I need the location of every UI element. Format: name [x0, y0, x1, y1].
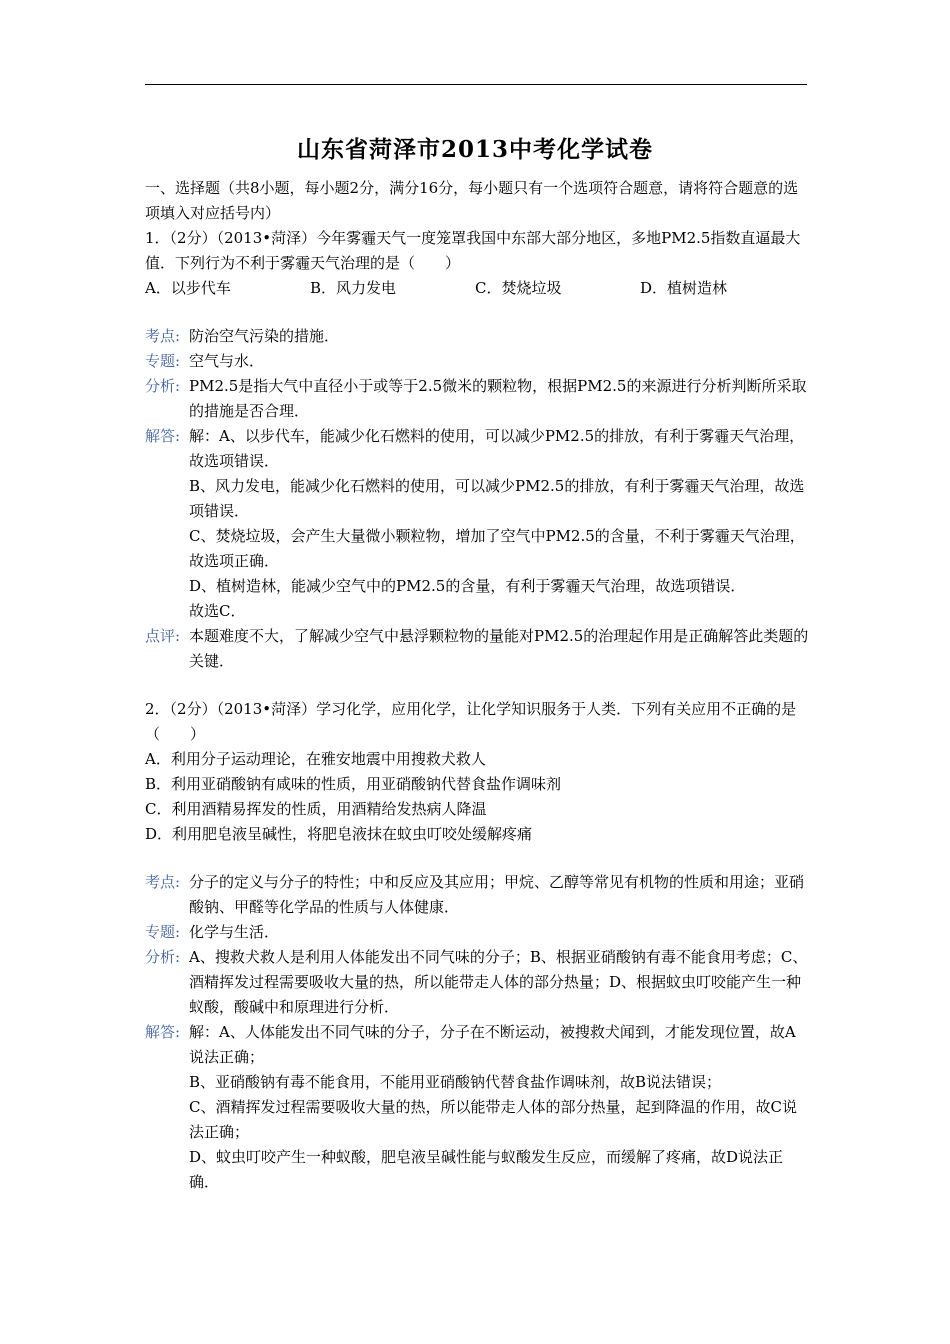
q1-option-a: A．以步代车: [145, 279, 231, 297]
q1-fenxi-text: PM2.5是指大气中直径小于或等于2.5微米的颗粒物，根据PM2.5的来源进行分析判断所采取的措施是否合理．: [189, 377, 807, 420]
q2-jieda-line-2: B、亚硝酸钠有毒不能食用，不能用亚硝酸钠代替食盐作调味剂，故B说法错误；: [189, 1073, 722, 1091]
document-body: [145, 176, 810, 1195]
q1-kaodian-text: 防治空气污染的措施．: [189, 327, 340, 345]
q2-fenxi-label: 分析:: [145, 948, 181, 966]
question-1-options: [145, 276, 810, 301]
q2-jieda-label: 解答:: [145, 1023, 181, 1041]
q1-jieda: [145, 424, 810, 624]
q1-dianping: [145, 624, 810, 674]
q2-zhuanti-text: 化学与生活．: [189, 923, 280, 941]
q2-kaodian: [145, 870, 810, 920]
q1-kaodian: [145, 324, 810, 349]
question-2-stem: 2．（2分）（2013•菏泽）学习化学，应用化学，让化学知识服务于人类．下列有关应用不正确的是（ ）: [145, 700, 797, 743]
q2-kaodian-text: 分子的定义与分子的特性；中和反应及其应用；甲烷、乙醇等常见有机物的性质和用途；亚硝酸钠、甲醛等化学品的性质与人体健康．: [189, 873, 805, 916]
header-rule: [145, 84, 807, 85]
q1-zhuanti-text: 空气与水．: [189, 352, 265, 370]
q2-jieda-line-3: C、酒精挥发过程需要吸收大量的热，所以能带走人体的部分热量，起到降温的作用，故C说法正确；: [189, 1098, 797, 1141]
question-1-stem: 1．（2分）（2013•菏泽）今年雾霾天气一度笼罩我国中东部大部分地区，多地PM2.5指数直逼最大值．下列行为不利于雾霾天气治理的是（ ）: [145, 229, 801, 272]
q1-jieda-label: 解答:: [145, 427, 181, 445]
q1-zhuanti-label: 专题:: [145, 352, 181, 370]
q2-jieda: [145, 1020, 810, 1195]
q2-jieda-line-4: D、蚊虫叮咬产生一种蚁酸，肥皂液呈碱性能与蚁酸发生反应，而缓解了疼痛，故D说法正确．: [189, 1148, 784, 1191]
q2-option-c: C．利用酒精易挥发的性质，用酒精给发热病人降温: [145, 800, 487, 818]
q2-kaodian-label: 考点:: [145, 873, 181, 891]
q1-option-b: B．风力发电: [310, 279, 397, 297]
q1-option-c: C．焚烧垃圾: [475, 279, 562, 297]
q1-jieda-line-5: 故选C．: [189, 602, 246, 620]
q1-dianping-label: 点评:: [145, 627, 181, 645]
q1-fenxi: [145, 374, 810, 424]
q2-option-a: A．利用分子运动理论，在雅安地震中用搜救犬救人: [145, 750, 486, 768]
q1-jieda-text: [189, 424, 810, 624]
q2-zhuanti-label: 专题:: [145, 923, 181, 941]
section-heading: 一、选择题（共8小题，每小题2分，满分16分，每小题只有一个选项符合题意，请将符合题意的选项填入对应括号内）: [145, 179, 799, 222]
q1-option-d: D．植树造林: [640, 279, 728, 297]
q1-fenxi-label: 分析:: [145, 377, 181, 395]
q2-fenxi-text: A、搜救犬救人是利用人体能发出不同气味的分子；B、根据亚硝酸钠有毒不能食用考虑；C、酒精挥发过程需要吸收大量的热，所以能带走人体的部分热量；D、根据蚊虫叮咬能产生一种蚁酸，酸碱中和原理进行分析．: [189, 948, 808, 1016]
q2-option-d: D．利用肥皂液呈碱性，将肥皂液抹在蚊虫叮咬处缓解疼痛: [145, 825, 533, 843]
page-title: 山东省菏泽市2013中考化学试卷: [296, 136, 653, 163]
q1-jieda-line-1: 解：A、以步代车，能减少化石燃料的使用，可以减少PM2.5的排放，有利于雾霾天气治理，故选项错误．: [189, 427, 805, 470]
q1-zhuanti: [145, 349, 810, 374]
q1-jieda-line-4: D、植树造林，能减少空气中的PM2.5的含量，有利于雾霾天气治理，故选项错误．: [189, 577, 746, 595]
q1-dianping-text: 本题难度不大，了解减少空气中悬浮颗粒物的量能对PM2.5的治理起作用是正确解答此类题的关键．: [189, 627, 809, 670]
q2-zhuanti: [145, 920, 810, 945]
q1-jieda-line-2: B、风力发电，能减少化石燃料的使用，可以减少PM2.5的排放，有利于雾霾天气治理，故选项错误．: [189, 477, 805, 520]
q1-jieda-line-3: C、焚烧垃圾，会产生大量微小颗粒物，增加了空气中PM2.5的含量，不利于雾霾天气治理，故选项正确．: [189, 527, 805, 570]
q2-jieda-line-1: 解：A、人体能发出不同气味的分子，分子在不断运动，被搜救犬闻到，才能发现位置，故A说法正确；: [189, 1023, 796, 1066]
q1-kaodian-label: 考点:: [145, 327, 181, 345]
q2-option-b: B．利用亚硝酸钠有咸味的性质，用亚硝酸钠代替食盐作调味剂: [145, 775, 562, 793]
q2-fenxi: [145, 945, 810, 1020]
q2-jieda-text: [189, 1020, 810, 1195]
